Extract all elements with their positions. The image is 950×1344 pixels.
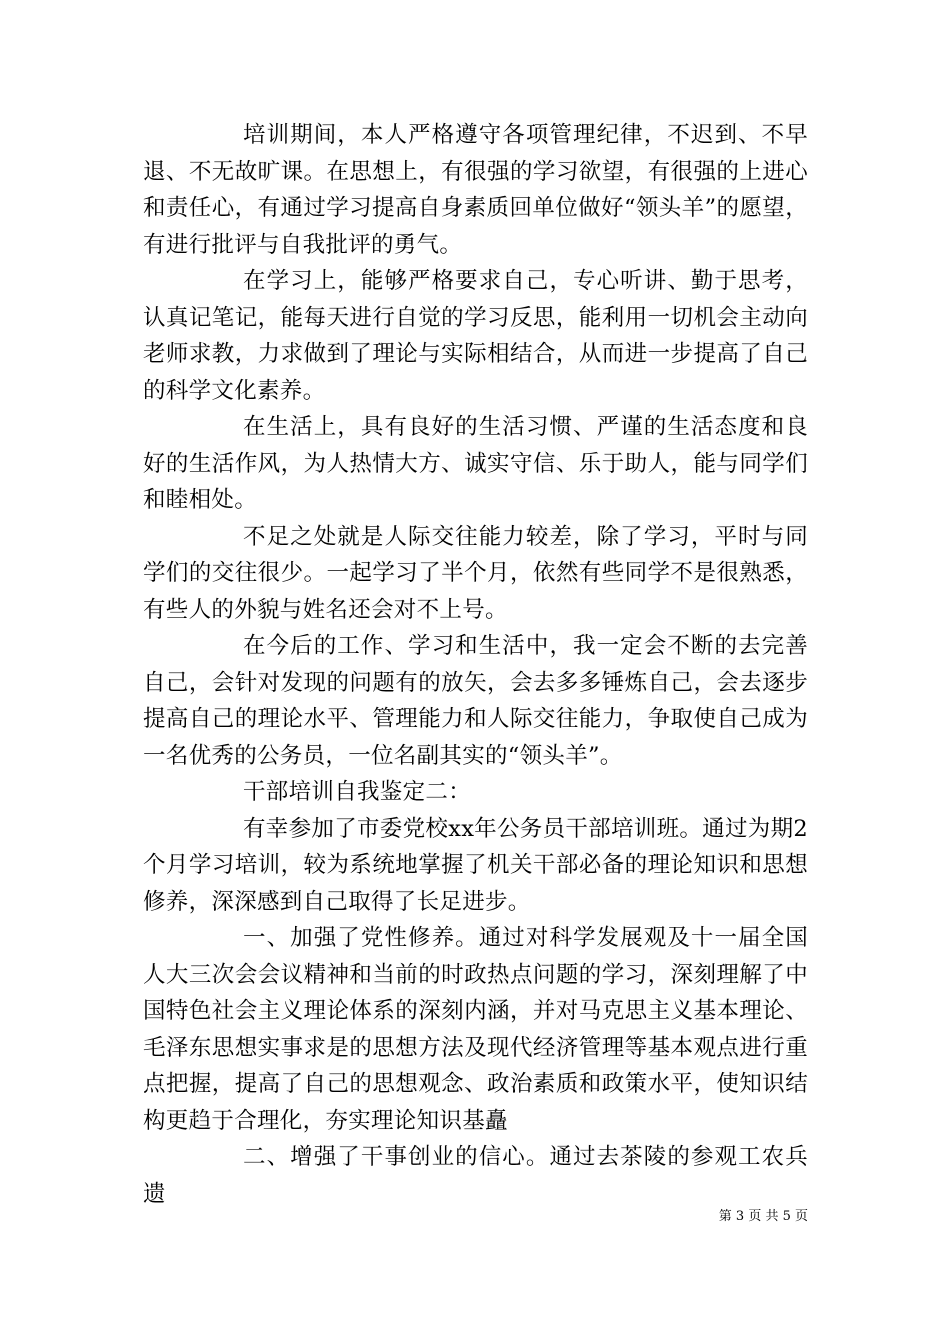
paragraph-party-spirit: 一、加强了党性修养。通过对科学发展观及十一届全国人大三次会会议精神和当前的时政热点问题的学习，深刻理解了中国特色社会主义理论体系的深刻内涵，并对马克思主义基本理论、毛泽东思想实事求是的思想方法及现代经济管理等基本观点进行重点把握，提高了自己的思想观念、政治素质和政策水平，使知识结构更趋于合理化，夯实理论知识基矗 (143, 925, 808, 1134)
paragraph-future: 在今后的工作、学习和生活中，我一定会不断的去完善自己，会针对发现的问题有的放矢，会去多多锤炼自己，会去逐步提高自己的理论水平、管理能力和人际交往能力，争取使自己成为一名优秀的公务员，一位名副其实的“领头羊”。 (143, 633, 808, 769)
document-body (143, 117, 808, 1212)
page-number-footer: 第 3 页 共 5 页 (718, 1209, 808, 1224)
paragraph-shortcomings: 不足之处就是人际交往能力较差，除了学习，平时与同学们的交往很少。一起学习了半个月，依然有些同学不是很熟悉，有些人的外貌与姓名还会对不上号。 (143, 523, 808, 623)
paragraph-party-school: 有幸参加了市委党校xx年公务员干部培训班。通过为期2个月学习培训，较为系统地掌握了机关干部必备的理论知识和思想修养，深深感到自己取得了长足进步。 (143, 815, 808, 915)
paragraph-confidence: 二、增强了干事创业的信心。通过去茶陵的参观工农兵遗 (143, 1144, 808, 1207)
section-heading-appraisal-two: 干部培训自我鉴定二： (243, 779, 472, 805)
paragraph-life: 在生活上，具有良好的生活习惯、严谨的生活态度和良好的生活作风，为人热情大方、诚实守信、乐于助人，能与同学们和睦相处。 (143, 414, 808, 513)
paragraph-study: 在学习上，能够严格要求自己，专心听讲、勤于思考，认真记笔记，能每天进行自觉的学习反思，能利用一切机会主动向老师求教，力求做到了理论与实际相结合，从而进一步提高了自己的科学文化素养。 (143, 268, 808, 404)
paragraph-training-discipline: 培训期间，本人严格遵守各项管理纪律，不迟到、不早退、不无故旷课。在思想上，有很强的学习欲望，有很强的上进心和责任心，有通过学习提高自身素质回单位做好“领头羊”的愿望，有进行批评与自我批评的勇气。 (143, 122, 808, 258)
